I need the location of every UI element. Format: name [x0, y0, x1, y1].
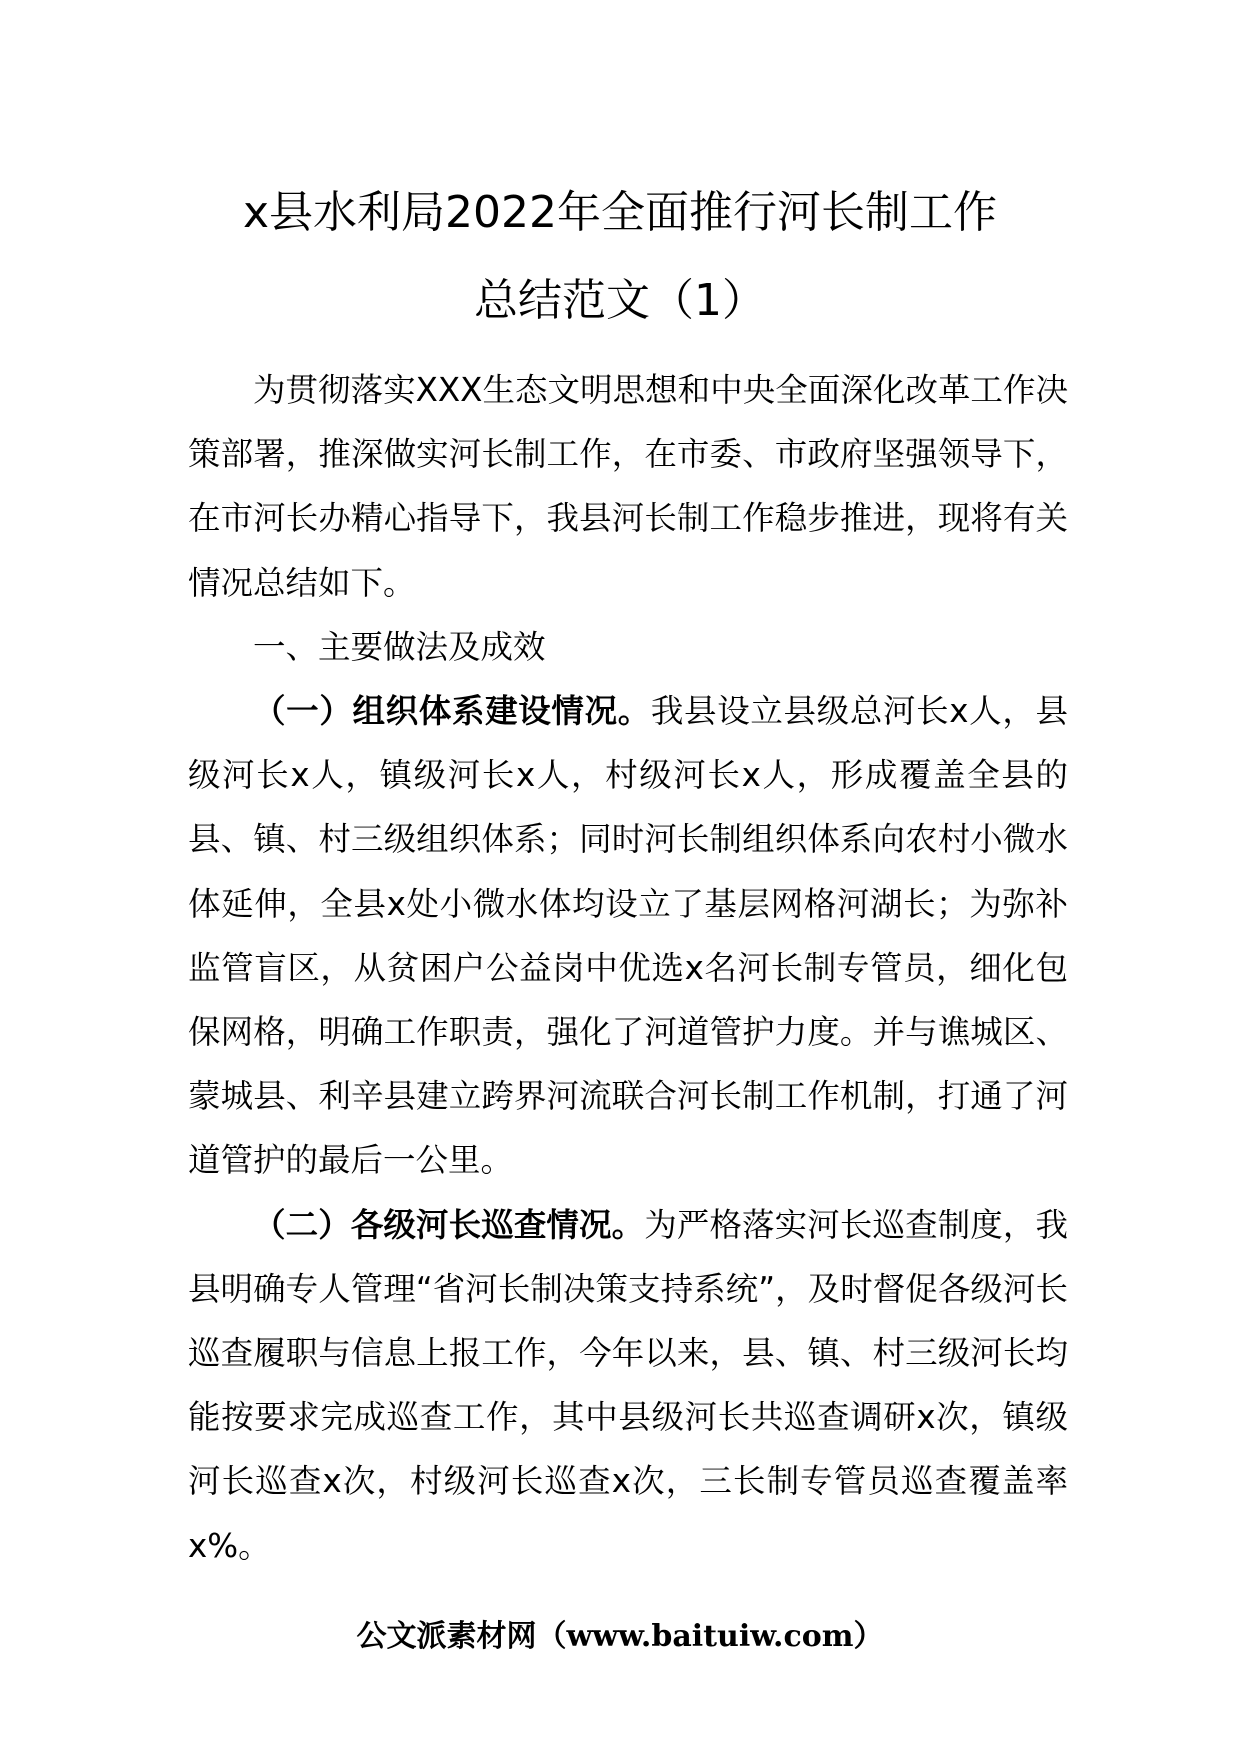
paragraph-intro: [188, 358, 1068, 615]
footer-source: 公文派素材网（www.baituiw.com）: [356, 1619, 884, 1654]
paragraph-inspection: [188, 1193, 1068, 1578]
paragraph-text: 我县设立县级总河长x人，县级河长x人，镇级河长x人，村级河长x人，形成覆盖全县的县、镇、村三级组织体系；同时河长制组织体系向农村小微水体延伸，全县x处小微水体均设立了基层网格河湖长；为弥补监管盲区，从贫困户公益岗中优选x名河长制专管员，细化包保网格，明确工作职责，强化了河道管护力度。并与谯城区、蒙城县、利辛县建立跨界河流联合河长制工作机制，打通了河道管护的最后一公里。: [188, 692, 1068, 1180]
paragraph-text: 为贯彻落实XXX生态文明思想和中央全面深化改革工作决策部署，推深做实河长制工作，在市委、市政府坚强领导下，在市河长办精心指导下，我县河长制工作稳步推进，现将有关情况总结如下。: [188, 371, 1068, 602]
section-heading-text: 一、主要做法及成效: [253, 627, 546, 666]
section-heading: [188, 615, 1068, 679]
paragraph-text: 为严格落实河长巡查制度，我县明确专人管理“省河长制决策支持系统”，及时督促各级河长巡查履职与信息上报工作，今年以来，县、镇、村三级河长均能按要求完成巡查工作，其中县级河长共巡查调研x次，镇级河长巡查x次，村级河长巡查x次，三长制专管员巡查覆盖率x%。: [188, 1205, 1068, 1565]
document-title-line-1: x县水利局2022年全面推行河长制工作: [242, 187, 997, 238]
document-title-line-2: 总结范文（1）: [474, 275, 766, 326]
paragraph-lead: （二）各级河长巡查情况。: [253, 1205, 645, 1244]
document-body: [188, 358, 1068, 1578]
paragraph-organization: [188, 679, 1068, 1193]
paragraph-lead: （一）组织体系建设情况。: [253, 692, 651, 731]
